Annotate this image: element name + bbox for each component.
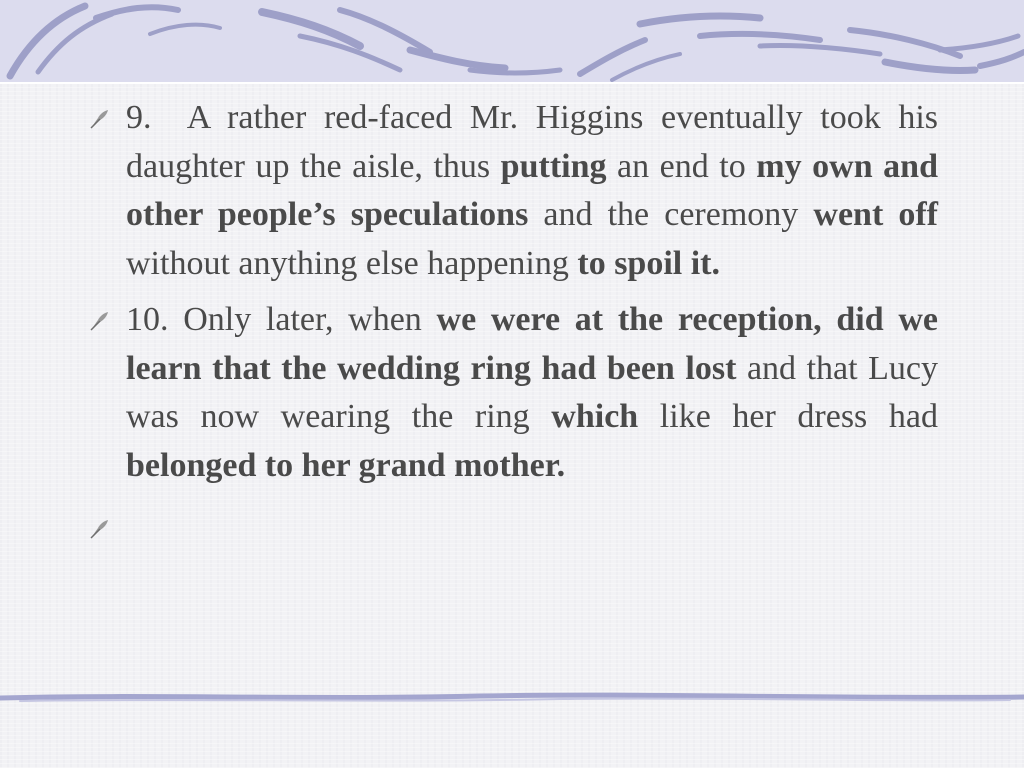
bullet-item-10 xyxy=(82,296,938,490)
bottom-divider-line xyxy=(0,686,1024,710)
bold-phrase: my own and other people’s speculations xyxy=(126,147,938,233)
quill-bullet-icon xyxy=(88,310,110,332)
text-segment: an end to xyxy=(606,147,757,185)
quill-bullet-icon xyxy=(88,108,110,130)
text-segment: without anything else happening xyxy=(126,244,578,282)
bold-phrase: went off xyxy=(813,196,939,233)
text-segment: and that Lucy was now wearing the ring xyxy=(126,349,938,435)
bullet-text xyxy=(126,296,938,490)
quill-bullet-icon xyxy=(88,518,110,540)
text-segment: 9. A rather red-faced Mr. Higgins eventually took his daughter up the aisle, thus xyxy=(126,99,938,185)
bold-phrase: belonged to her grand mother. xyxy=(126,446,566,484)
bold-phrase: putting xyxy=(500,147,607,185)
decorative-swirls xyxy=(0,0,1024,82)
bullet-text xyxy=(126,94,938,288)
text-segment: like her dress had xyxy=(638,398,938,435)
top-decorative-banner xyxy=(0,0,1024,84)
bullet-item-9 xyxy=(82,94,938,288)
bold-phrase: we were at the reception, did we learn that the wedding ring had been lost xyxy=(126,301,938,387)
bullet-item-empty xyxy=(82,504,938,544)
bold-phrase: which xyxy=(551,398,639,435)
slide-body xyxy=(82,94,938,544)
bold-phrase: to spoil it. xyxy=(577,244,720,282)
text-segment: 10. Only later, when xyxy=(126,301,437,338)
text-segment: and the ceremony xyxy=(528,196,814,233)
